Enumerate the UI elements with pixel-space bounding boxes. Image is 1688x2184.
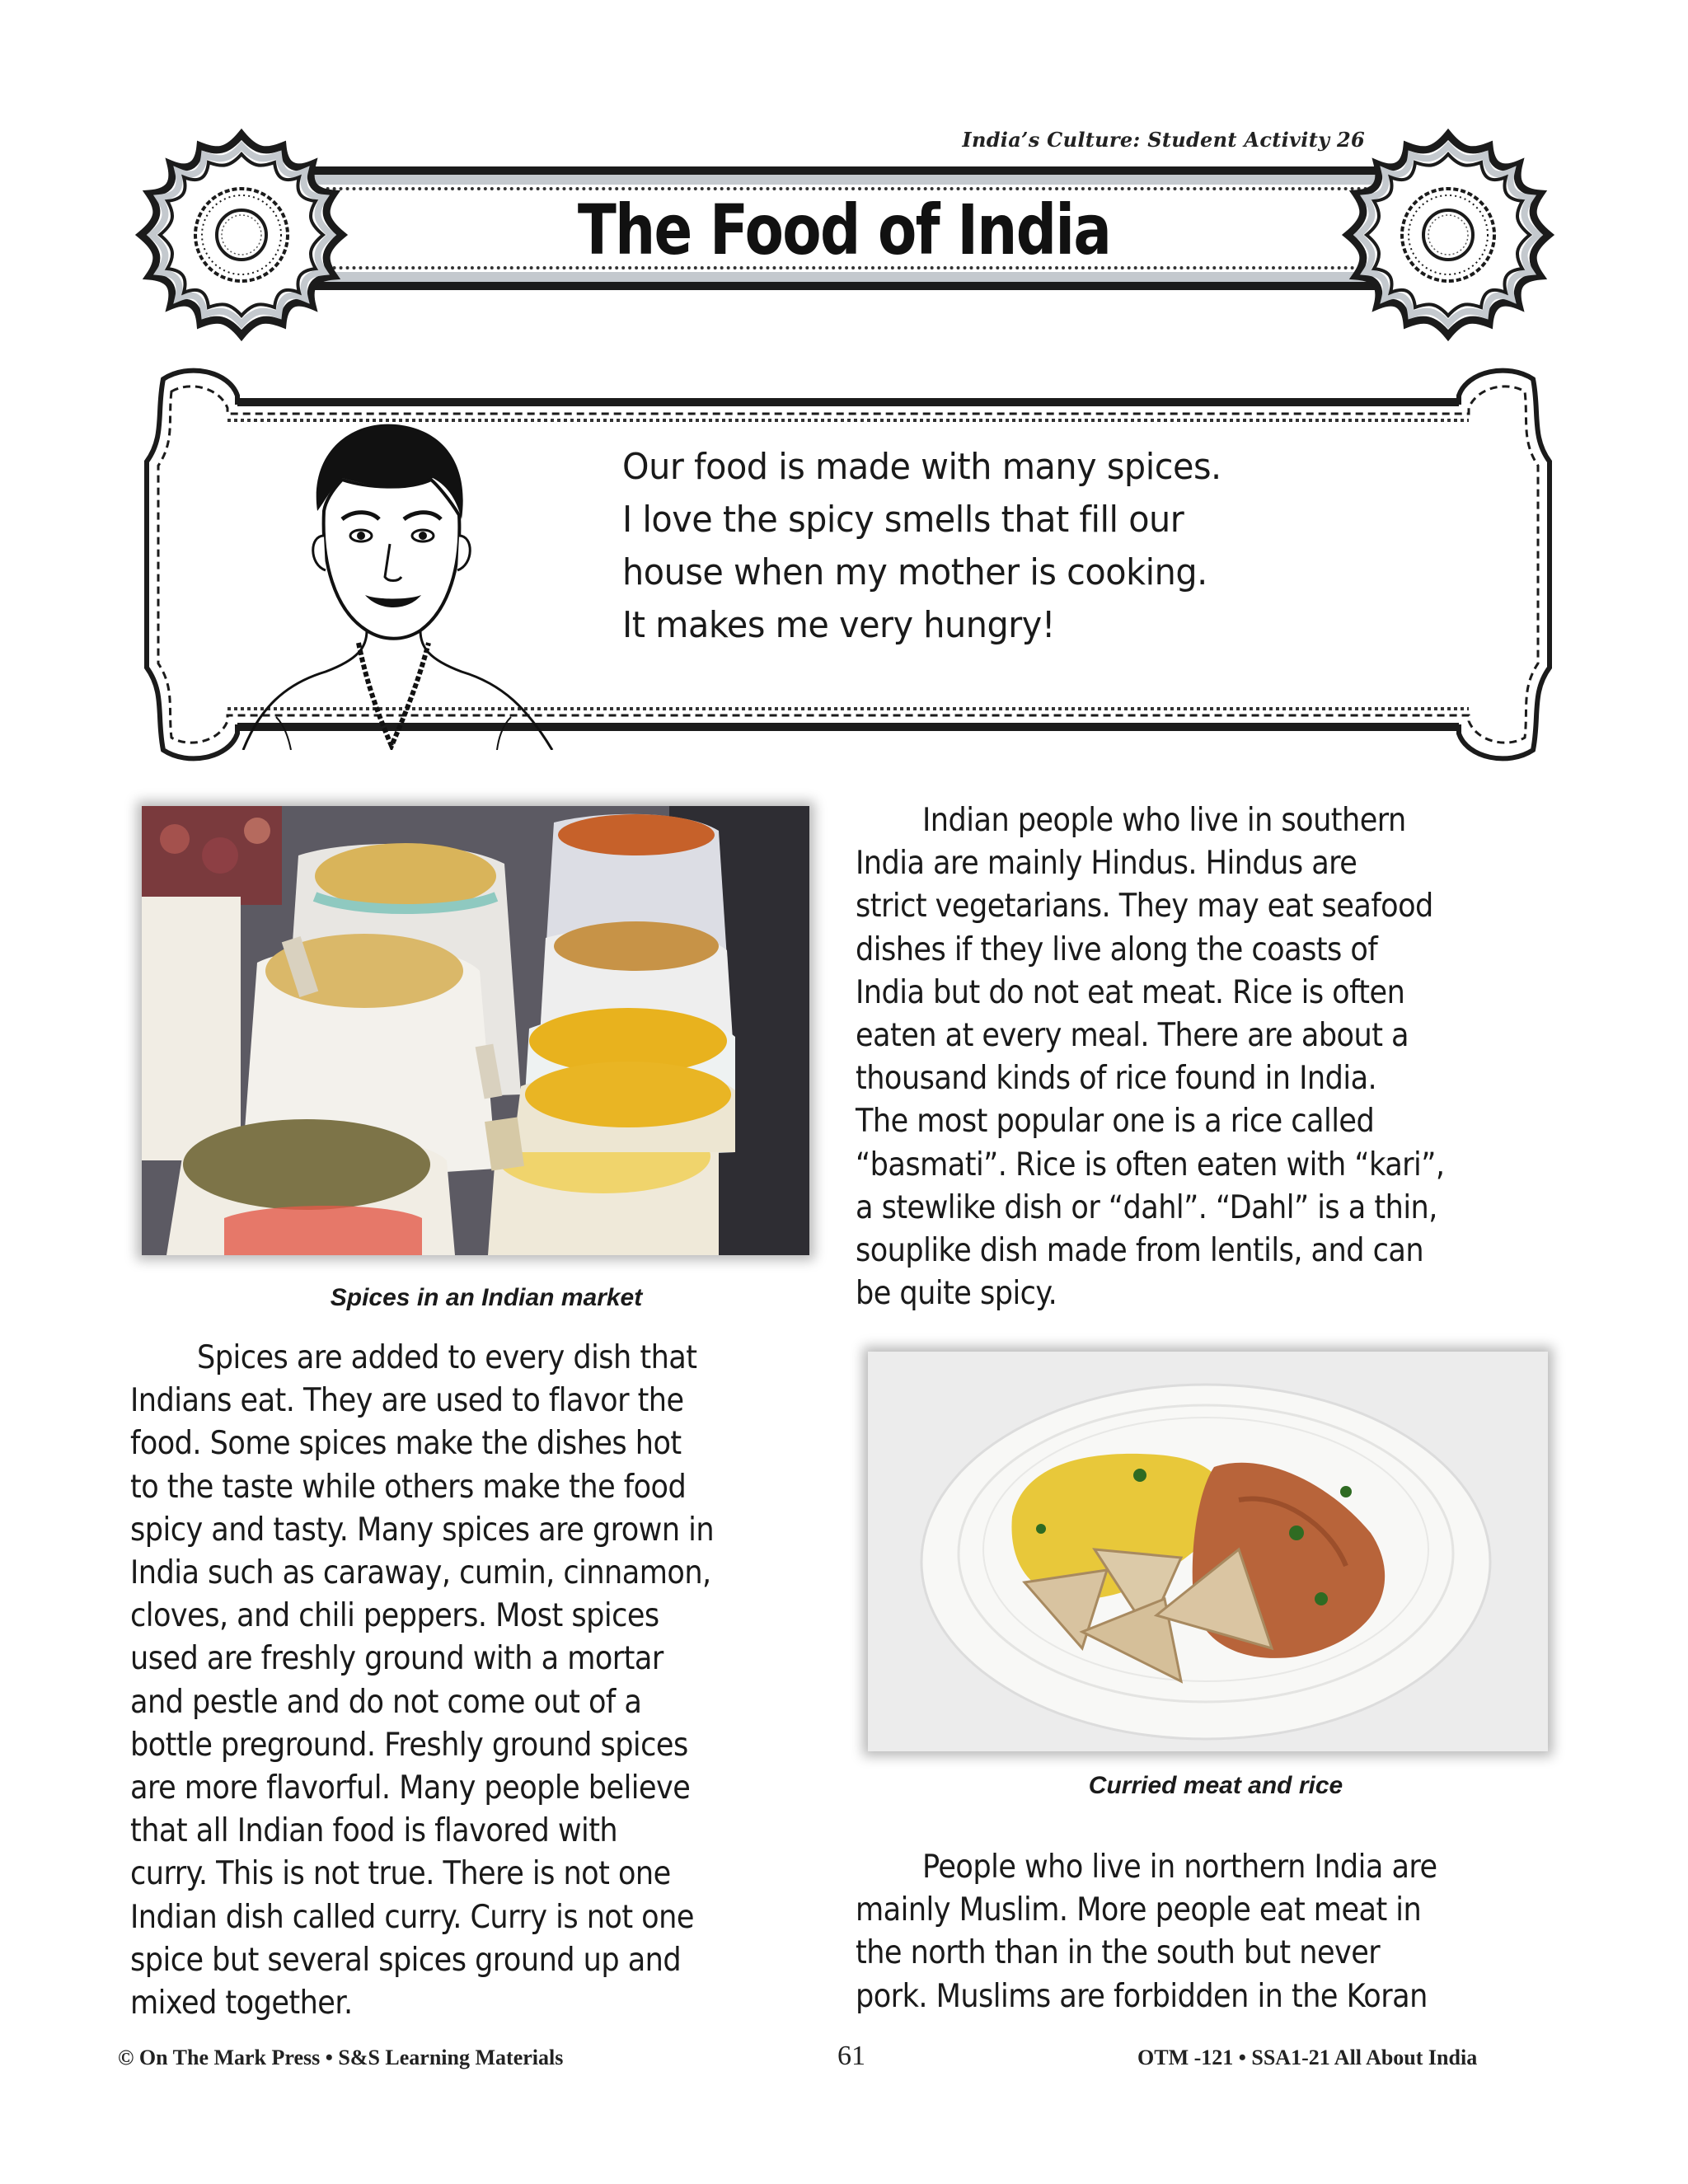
text-line: a stewlike dish or “dahl”. “Dahl” is a thin,	[856, 1188, 1437, 1226]
page-title: The Food of India	[577, 190, 1111, 270]
footer-publisher: © On The Mark Press • S&S Learning Materials	[118, 2046, 564, 2069]
text-line: eaten at every meal. There are about a	[856, 1017, 1409, 1055]
text-line: thousand kinds of rice found in India.	[856, 1060, 1377, 1098]
text-line: “basmati”. Rice is often eaten with “kari”,	[856, 1146, 1445, 1183]
banner-border-top	[247, 166, 1441, 175]
text-line: India but do not eat meat. Rice is often	[856, 973, 1405, 1011]
banner-border-top-grey	[247, 175, 1441, 185]
curry-photo	[868, 1352, 1548, 1751]
text-line: and pestle and do not come out of a	[130, 1683, 642, 1721]
text-line: spice but several spices ground up and	[130, 1941, 682, 1979]
text-line: souplike dish made from lentils, and can	[856, 1232, 1424, 1270]
text-line: Spices are added to every dish that	[197, 1339, 697, 1376]
text-line: dishes if they live along the coasts of	[856, 930, 1378, 968]
text-line: Indians eat. They are used to flavor the	[130, 1382, 684, 1420]
text-line: mixed together.	[130, 1985, 353, 2022]
speech-line: Our food is made with many spices.	[622, 446, 1221, 488]
text-line: that all Indian food is flavored with	[130, 1812, 618, 1850]
text-line: People who live in northern India are	[922, 1849, 1437, 1886]
text-line: strict vegetarians. They may eat seafood	[856, 888, 1433, 926]
banner-border-bottom-grey	[247, 272, 1441, 282]
spices-paragraph	[130, 1337, 714, 2025]
text-line: Indian people who live in southern	[922, 802, 1406, 839]
mandala-ornament-icon	[1337, 128, 1559, 342]
text-line: bottle preground. Freshly ground spices	[130, 1726, 688, 1764]
text-line: cloves, and chili peppers. Most spices	[130, 1597, 659, 1635]
activity-label: India’s Culture: Student Activity 26	[962, 128, 1365, 152]
speech-line: house when my mother is cooking.	[622, 551, 1207, 593]
text-line: India are mainly Hindus. Hindus are	[856, 845, 1357, 883]
text-line: be quite spicy.	[856, 1275, 1057, 1313]
speech-line: It makes me very hungry!	[622, 604, 1055, 646]
footer-product-code: OTM -121 • SSA1-21 All About India	[1137, 2046, 1478, 2069]
page-number: 61	[837, 2041, 865, 2071]
title-banner	[247, 166, 1441, 290]
text-line: spicy and tasty. Many spices are grown in	[130, 1511, 715, 1549]
spice-market-photo	[142, 806, 809, 1255]
text-line: The most popular one is a rice called	[856, 1103, 1375, 1141]
text-line: food. Some spices make the dishes hot	[130, 1425, 682, 1463]
banner-border-bottom	[247, 282, 1441, 290]
southern-india-paragraph	[856, 799, 1445, 1315]
text-line: the north than in the south but never	[856, 1934, 1381, 1972]
text-line: curry. This is not true. There is not one	[130, 1855, 671, 1893]
mandala-ornament-icon	[130, 128, 353, 342]
text-line: used are freshly ground with a mortar	[130, 1640, 663, 1678]
curry-plate-image-icon	[868, 1352, 1548, 1751]
banner-dots-bottom	[247, 263, 1441, 269]
speech-line: I love the spicy smells that fill our	[622, 499, 1184, 541]
northern-india-paragraph	[856, 1846, 1437, 2018]
text-line: to the taste while others make the food	[130, 1468, 687, 1506]
text-line: are more flavorful. Many people believe	[130, 1769, 691, 1807]
spice-photo-caption: Spices in an Indian market	[330, 1284, 643, 1311]
text-line: India such as caraway, cumin, cinnamon,	[130, 1554, 711, 1592]
text-line: pork. Muslims are forbidden in the Koran	[856, 1977, 1428, 2015]
text-line: Indian dish called curry. Curry is not one	[130, 1898, 694, 1936]
boy-portrait-icon	[227, 420, 573, 750]
speech-text	[622, 441, 1221, 652]
spice-sacks-image-icon	[142, 806, 809, 1255]
text-line: mainly Muslim. More people eat meat in	[856, 1891, 1422, 1929]
curry-photo-caption: Curried meat and rice	[1088, 1772, 1343, 1799]
